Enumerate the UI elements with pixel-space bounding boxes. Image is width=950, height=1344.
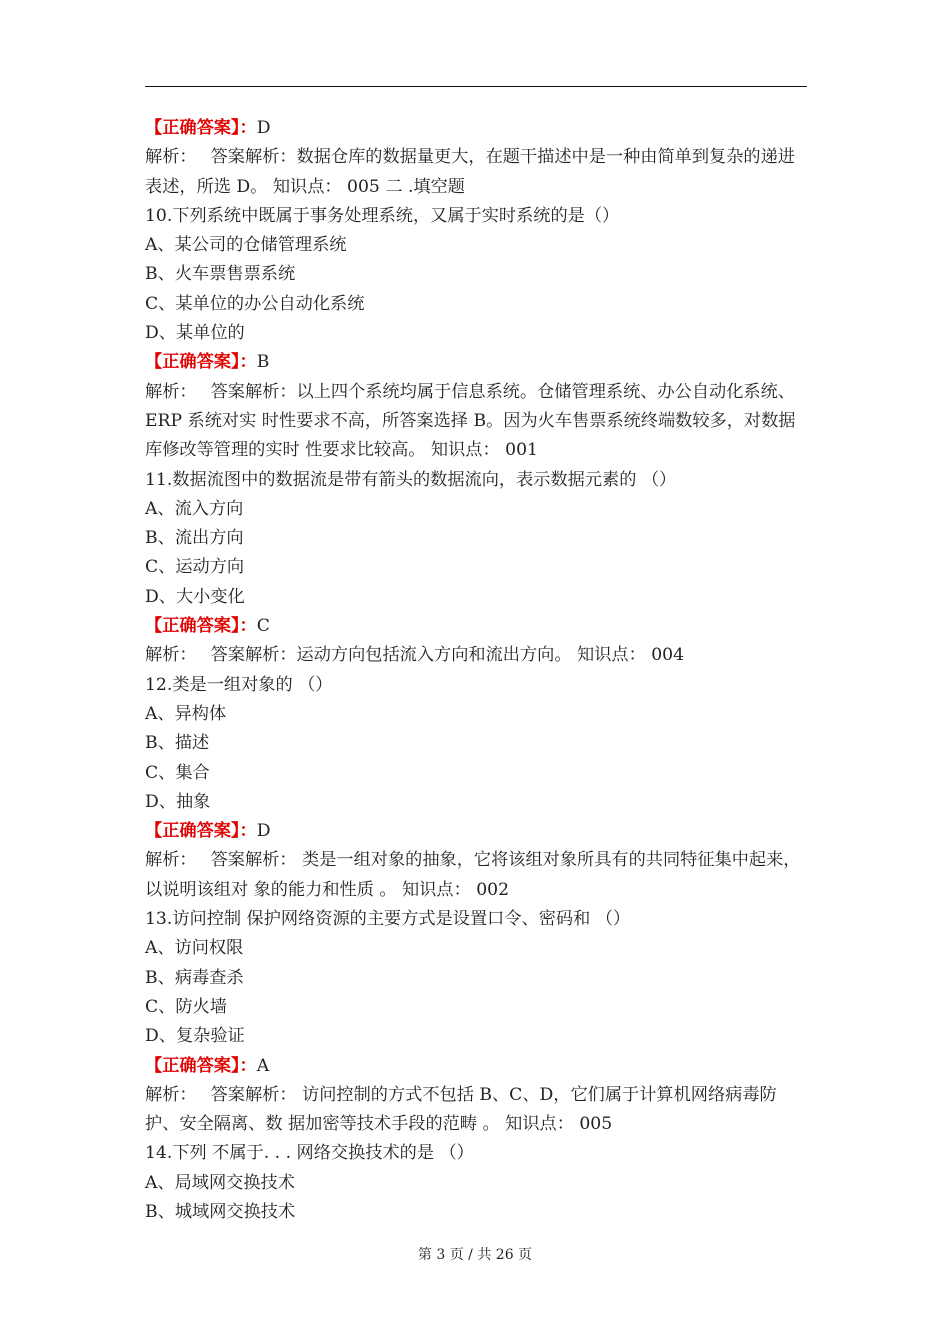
answer-label: 【正确答案】： [145,821,257,842]
document-body [145,114,810,1227]
question-stem: 10.下列系统中既属于事务处理系统，又属于实时系统的是（） [145,205,620,226]
question-stem: 14.下列 不属于. . . 网络交换技术的是 （） [145,1143,474,1164]
correct-answer [145,114,810,143]
answer-value: D [256,821,271,842]
answer-value: D [256,118,271,138]
answer-option: A、某公司的仓储管理系统 [145,235,347,256]
answer-option: D、抽象 [145,791,211,812]
answer-value: C [256,616,270,637]
answer-option: D、某单位的 [145,323,245,344]
answer-explanation: 解析： 答案解析： 访问控制的方式不包括 B、C、D，它们属于计算机网络病毒防护、安全隔离、数 据加密等技术手段的范畴 。 知识点： 005 [145,1084,777,1135]
answer-explanation: 解析： 答案解析：以上四个系统均属于信息系统。仓储管理系统、办公自动化系统、 ERP 系统对实 时性要求不高，所答案选择 B。因为火车售票系统终端数较多，对数据库修改等管理的实时 性要求比较高。 知识点： 001 [145,381,801,461]
correct-answer [145,348,810,377]
question-stem: 13.访问控制 保护网络资源的主要方式是设置口令、密码和 （） [145,909,631,930]
answer-option: A、流入方向 [145,498,244,519]
answer-value: A [256,1055,270,1076]
header-rule [145,86,807,87]
answer-option: B、城域网交换技术 [145,1201,296,1222]
correct-answer [145,612,810,641]
answer-option: C、运动方向 [145,557,245,578]
question-stem: 11.数据流图中的数据流是带有箭头的数据流向，表示数据元素的 （） [145,469,677,490]
answer-option: A、局域网交换技术 [145,1172,295,1193]
answer-label: 【正确答案】： [145,118,257,138]
answer-label: 【正确答案】： [145,616,257,637]
answer-explanation: 解析： 答案解析： 类是一组对象的抽象，它将该组对象所具有的共同特征集中起来，以说明该组对 象的能力和性质 。 知识点： 002 [145,850,801,900]
answer-option: C、防火墙 [145,996,227,1017]
answer-option: B、病毒查杀 [145,967,244,988]
answer-option: C、集合 [145,762,210,783]
correct-answer [145,1052,810,1081]
answer-label: 【正确答案】： [145,1055,257,1076]
answer-label: 【正确答案】： [145,352,257,373]
answer-option: D、大小变化 [145,586,245,607]
answer-option: D、复杂验证 [145,1026,245,1047]
page-footer: 第 3 页 / 共 26 页 [417,1247,533,1263]
answer-explanation: 解析： 答案解析：数据仓库的数据量更大，在题干描述中是一种由简单到复杂的递进表述，所选 D。 知识点： 005 二 .填空题 [145,147,795,197]
answer-option: A、访问权限 [145,938,244,959]
correct-answer [145,817,810,846]
answer-option: B、火车票售票系统 [145,264,296,285]
question-stem: 12.类是一组对象的 （） [145,674,333,695]
answer-option: B、描述 [145,733,210,754]
answer-option: B、流出方向 [145,528,244,549]
answer-option: C、某单位的办公自动化系统 [145,293,365,314]
answer-explanation: 解析： 答案解析：运动方向包括流入方向和流出方向。 知识点： 004 [145,645,685,666]
answer-option: A、异构体 [145,703,227,724]
answer-value: B [256,352,270,373]
